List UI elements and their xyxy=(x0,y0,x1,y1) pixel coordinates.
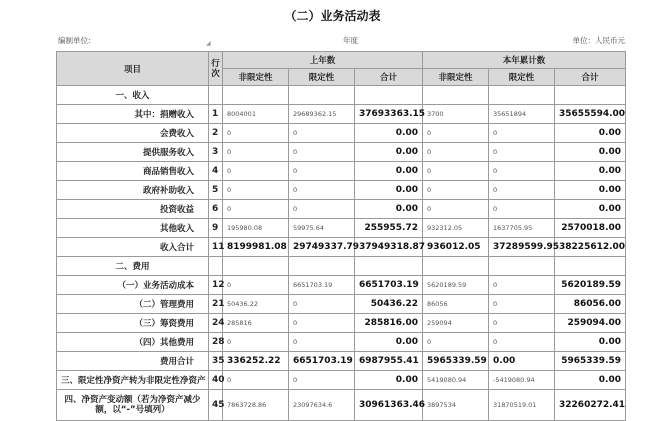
value-cell[interactable]: 8004001 xyxy=(223,105,289,124)
total-cell[interactable]: 285816.00 xyxy=(355,314,423,333)
row-number-cell: 1 xyxy=(209,105,223,124)
row-number-cell: 9 xyxy=(209,219,223,238)
value-cell[interactable]: 0 xyxy=(423,124,489,143)
table-row xyxy=(57,200,626,219)
value-cell[interactable]: 3700 xyxy=(423,105,489,124)
total-cell[interactable] xyxy=(355,86,423,105)
value-cell[interactable]: 932312.05 xyxy=(423,219,489,238)
row-number-cell: 35 xyxy=(209,352,223,371)
row-number-cell: 5 xyxy=(209,181,223,200)
total-cell[interactable]: 30961363.46 xyxy=(355,390,423,421)
value-cell[interactable]: 29689362.15 xyxy=(289,105,355,124)
value-cell[interactable] xyxy=(223,257,289,276)
table-row xyxy=(57,86,626,105)
item-cell: （三）筹资费用 xyxy=(57,314,209,333)
total-cell[interactable]: 32260272.41 xyxy=(555,390,626,421)
activity-table xyxy=(56,51,626,421)
total-cell[interactable]: 0.00 xyxy=(555,200,626,219)
value-cell[interactable]: 0 xyxy=(489,181,555,200)
total-cell[interactable]: 86056.00 xyxy=(555,295,626,314)
value-cell[interactable]: 285816 xyxy=(223,314,289,333)
year-label: 年度 xyxy=(343,36,358,45)
total-cell[interactable]: 0.00 xyxy=(355,162,423,181)
total-cell[interactable]: 0.00 xyxy=(355,181,423,200)
header-prev-year: 上年数 xyxy=(223,52,423,69)
total-cell[interactable]: 5620189.59 xyxy=(555,276,626,295)
total-cell[interactable]: 35655594.00 xyxy=(555,105,626,124)
row-number-cell: 28 xyxy=(209,333,223,352)
row-number-cell: 3 xyxy=(209,143,223,162)
table-row xyxy=(57,257,626,276)
item-cell: 商品销售收入 xyxy=(57,162,209,181)
total-cell[interactable]: 0.00 xyxy=(355,200,423,219)
value-cell[interactable]: 0 xyxy=(489,124,555,143)
value-cell[interactable]: 86056 xyxy=(423,295,489,314)
total-cell[interactable] xyxy=(555,86,626,105)
value-cell[interactable]: 0 xyxy=(223,200,289,219)
value-cell[interactable]: 7863728.86 xyxy=(223,390,289,421)
item-cell: 一、收入 xyxy=(57,86,209,105)
table-row xyxy=(57,238,626,257)
value-cell[interactable]: 0 xyxy=(289,181,355,200)
item-cell: （二）管理费用 xyxy=(57,295,209,314)
row-number-cell: 6 xyxy=(209,200,223,219)
item-cell: 二、费用 xyxy=(57,257,209,276)
total-cell[interactable]: 37949318.87 xyxy=(355,238,423,257)
item-cell: 四、净资产变动额（若为净资产减少额，以“-”号填列） xyxy=(57,390,209,421)
value-cell[interactable] xyxy=(289,86,355,105)
header-row-number: 行次 xyxy=(209,52,223,86)
value-cell[interactable]: 0 xyxy=(489,162,555,181)
value-cell[interactable] xyxy=(289,257,355,276)
value-cell[interactable]: 0 xyxy=(289,200,355,219)
total-cell[interactable]: 0.00 xyxy=(355,333,423,352)
value-cell[interactable]: 8199981.08 xyxy=(223,238,289,257)
total-cell[interactable]: 0.00 xyxy=(555,143,626,162)
item-cell: （一）业务活动成本 xyxy=(57,276,209,295)
table-row xyxy=(57,143,626,162)
value-cell[interactable]: 0 xyxy=(289,295,355,314)
header-col: 限定性 xyxy=(289,69,355,86)
total-cell[interactable]: 259094.00 xyxy=(555,314,626,333)
value-cell[interactable]: 0 xyxy=(223,333,289,352)
value-cell[interactable]: 0 xyxy=(489,143,555,162)
table-row xyxy=(57,390,626,421)
currency-label: 单位：人民币元 xyxy=(572,36,625,45)
value-cell[interactable] xyxy=(489,257,555,276)
value-cell[interactable]: 1637705.95 xyxy=(489,219,555,238)
row-number-cell: 4 xyxy=(209,162,223,181)
table-row xyxy=(57,276,626,295)
table-row xyxy=(57,352,626,371)
resize-handle-icon[interactable]: ◢ xyxy=(206,40,211,47)
value-cell[interactable]: 3897534 xyxy=(423,390,489,421)
value-cell[interactable] xyxy=(489,86,555,105)
row-number-cell: 45 xyxy=(209,390,223,421)
total-cell[interactable]: 0.00 xyxy=(555,371,626,390)
row-number-cell: 40 xyxy=(209,371,223,390)
total-cell[interactable] xyxy=(355,257,423,276)
table-row xyxy=(57,314,626,333)
item-cell: 其他收入 xyxy=(57,219,209,238)
item-cell: 会费收入 xyxy=(57,124,209,143)
item-cell: 三、限定性净资产转为非限定性净资产 xyxy=(57,371,209,390)
value-cell[interactable]: 0 xyxy=(289,333,355,352)
total-cell[interactable]: 37693363.15 xyxy=(355,105,423,124)
total-cell[interactable] xyxy=(555,257,626,276)
item-cell: 政府补助收入 xyxy=(57,181,209,200)
total-cell[interactable]: 0.00 xyxy=(355,124,423,143)
row-number-cell: 2 xyxy=(209,124,223,143)
row-number-cell xyxy=(209,86,223,105)
value-cell[interactable] xyxy=(423,86,489,105)
value-cell[interactable]: 0 xyxy=(423,333,489,352)
table-row xyxy=(57,181,626,200)
value-cell[interactable]: 31870519.01 xyxy=(489,390,555,421)
value-cell[interactable]: 0 xyxy=(289,314,355,333)
value-cell[interactable]: 5965339.59 xyxy=(423,352,489,371)
header-col: 合计 xyxy=(555,69,626,86)
value-cell[interactable]: 5620189.59 xyxy=(423,276,489,295)
item-cell: 提供服务收入 xyxy=(57,143,209,162)
value-cell[interactable]: 37289599.95 xyxy=(489,238,555,257)
total-cell[interactable]: 5965339.59 xyxy=(555,352,626,371)
value-cell[interactable]: 0 xyxy=(489,295,555,314)
value-cell[interactable] xyxy=(223,86,289,105)
header-col: 非限定性 xyxy=(423,69,489,86)
value-cell[interactable]: 6651703.19 xyxy=(289,276,355,295)
value-cell[interactable]: 59975.64 xyxy=(289,219,355,238)
table-row xyxy=(57,105,626,124)
item-cell: 其中：捐赠收入 xyxy=(57,105,209,124)
value-cell[interactable]: 0 xyxy=(423,143,489,162)
value-cell[interactable]: 0 xyxy=(423,181,489,200)
table-row xyxy=(57,124,626,143)
header-current-year: 本年累计数 xyxy=(423,52,626,69)
total-cell[interactable]: 50436.22 xyxy=(355,295,423,314)
value-cell[interactable]: 0 xyxy=(423,162,489,181)
header-col: 限定性 xyxy=(489,69,555,86)
value-cell[interactable]: 0 xyxy=(289,143,355,162)
value-cell[interactable]: 0 xyxy=(223,371,289,390)
value-cell[interactable]: 0 xyxy=(489,333,555,352)
value-cell[interactable]: 35651894 xyxy=(489,105,555,124)
value-cell[interactable]: 336252.22 xyxy=(223,352,289,371)
value-cell[interactable]: 0 xyxy=(223,143,289,162)
value-cell[interactable]: -5419080.94 xyxy=(489,371,555,390)
item-cell: 投资收益 xyxy=(57,200,209,219)
value-cell[interactable]: 0 xyxy=(223,276,289,295)
row-number-cell xyxy=(209,257,223,276)
value-cell[interactable]: 0 xyxy=(489,200,555,219)
header-col: 合计 xyxy=(355,69,423,86)
total-cell[interactable]: 0.00 xyxy=(355,143,423,162)
value-cell[interactable]: 195980.08 xyxy=(223,219,289,238)
total-cell[interactable]: 6987955.41 xyxy=(355,352,423,371)
header-item: 项目 xyxy=(57,52,209,86)
item-cell: 收入合计 xyxy=(57,238,209,257)
value-cell[interactable] xyxy=(423,257,489,276)
total-cell[interactable]: 0.00 xyxy=(555,181,626,200)
table-row xyxy=(57,295,626,314)
value-cell[interactable]: 0 xyxy=(223,162,289,181)
item-cell: 费用合计 xyxy=(57,352,209,371)
value-cell[interactable]: 936012.05 xyxy=(423,238,489,257)
row-number-cell: 24 xyxy=(209,314,223,333)
item-cell: （四）其他费用 xyxy=(57,333,209,352)
value-cell[interactable]: 259094 xyxy=(423,314,489,333)
row-number-cell: 21 xyxy=(209,295,223,314)
table-row xyxy=(57,162,626,181)
row-number-cell: 12 xyxy=(209,276,223,295)
report-title: （二）业务活动表 xyxy=(284,9,381,23)
value-cell[interactable]: 5419080.94 xyxy=(423,371,489,390)
total-cell[interactable]: 6651703.19 xyxy=(355,276,423,295)
total-cell[interactable]: 0.00 xyxy=(555,162,626,181)
value-cell[interactable]: 29749337.79 xyxy=(289,238,355,257)
value-cell[interactable]: 0 xyxy=(489,276,555,295)
total-cell[interactable]: 255955.72 xyxy=(355,219,423,238)
value-cell[interactable]: 0 xyxy=(289,371,355,390)
table-row xyxy=(57,219,626,238)
value-cell[interactable]: 23097634.6 xyxy=(289,390,355,421)
value-cell[interactable]: 0 xyxy=(423,200,489,219)
value-cell[interactable]: 6651703.19 xyxy=(289,352,355,371)
total-cell[interactable]: 0.00 xyxy=(555,124,626,143)
value-cell[interactable]: 50436.22 xyxy=(223,295,289,314)
header-col: 非限定性 xyxy=(223,69,289,86)
total-cell[interactable]: 2570018.00 xyxy=(555,219,626,238)
value-cell[interactable]: 0.00 xyxy=(489,352,555,371)
value-cell[interactable]: 0 xyxy=(489,314,555,333)
total-cell[interactable]: 38225612.00 xyxy=(555,238,626,257)
table-row xyxy=(57,333,626,352)
value-cell[interactable]: 0 xyxy=(223,181,289,200)
total-cell[interactable]: 0.00 xyxy=(355,371,423,390)
value-cell[interactable]: 0 xyxy=(289,124,355,143)
prepared-by-label: 编制单位: xyxy=(58,36,91,45)
table-row xyxy=(57,371,626,390)
value-cell[interactable]: 0 xyxy=(223,124,289,143)
value-cell[interactable]: 0 xyxy=(289,162,355,181)
total-cell[interactable]: 0.00 xyxy=(555,333,626,352)
row-number-cell: 11 xyxy=(209,238,223,257)
